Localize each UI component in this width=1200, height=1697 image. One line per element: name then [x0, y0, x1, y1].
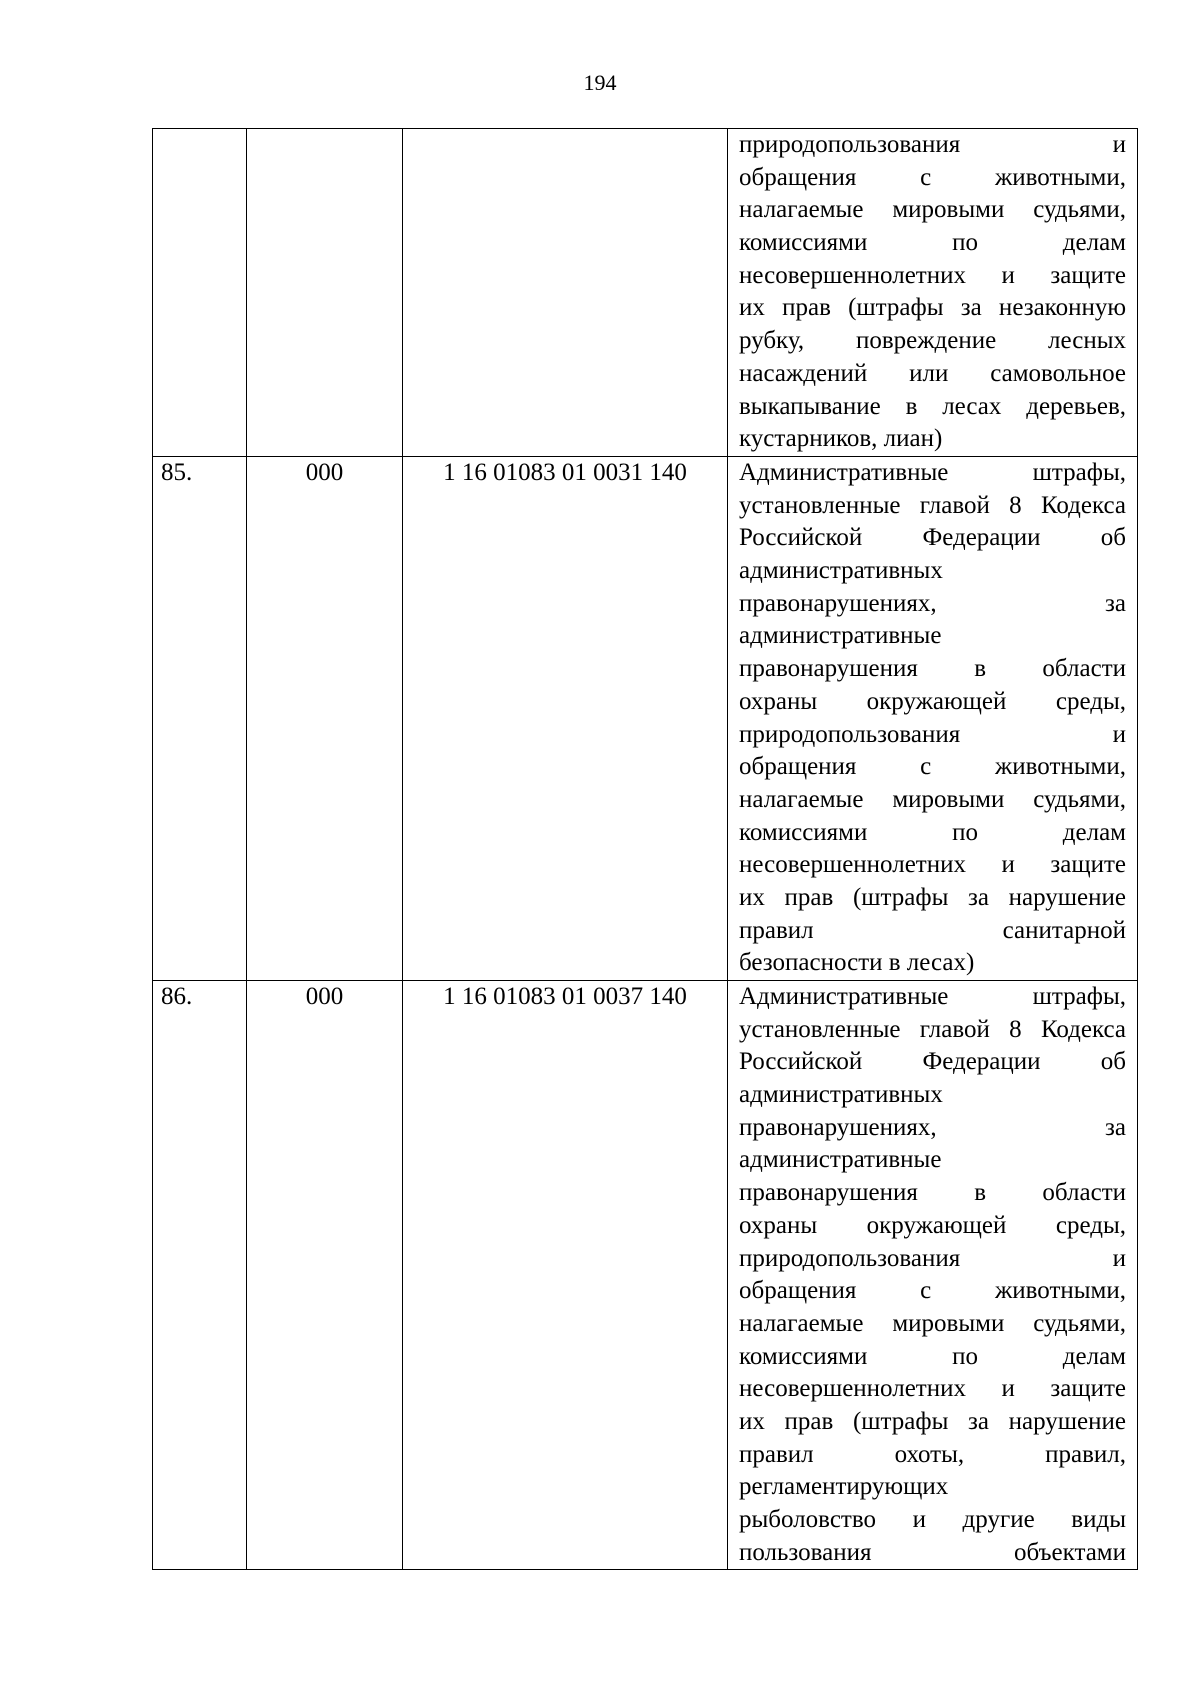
- description-line: правонарушениях, за: [739, 589, 1126, 617]
- description-line: обращения с животными,: [739, 163, 1126, 191]
- description-line: кустарников, лиан): [739, 425, 943, 453]
- description-line: административные: [739, 622, 942, 650]
- description-line: Административные штрафы,: [739, 983, 1126, 1010]
- admin-code-cell: 000: [247, 981, 403, 1570]
- table-row: [153, 129, 1138, 457]
- description-line: их прав (штрафы за нарушение: [739, 883, 1126, 911]
- description-line: природопользования и: [739, 131, 1126, 158]
- description-line: Административные штрафы,: [739, 459, 1126, 486]
- row-number-cell: [153, 129, 247, 457]
- description-line: правил санитарной: [739, 916, 1126, 944]
- description-cell: [728, 129, 1138, 457]
- description-line: рыболовство и другие виды: [739, 1506, 1126, 1533]
- description-line: административные: [739, 1146, 942, 1174]
- description-line: несовершеннолетних и защите: [739, 1375, 1126, 1403]
- description-line: пользования объектами: [739, 1538, 1126, 1566]
- page-number: 194: [583, 70, 617, 95]
- description-line: административных: [739, 557, 943, 585]
- description-line: охраны окружающей среды,: [739, 1211, 1126, 1239]
- description-line: безопасности в лесах): [739, 949, 975, 977]
- row-number-cell: 86.: [153, 981, 247, 1570]
- description-line: правонарушения в области: [739, 1179, 1126, 1207]
- admin-code-cell: 000: [247, 457, 403, 981]
- description-line: правонарушения в области: [739, 655, 1126, 683]
- description-line: правил охоты, правил,: [739, 1440, 1126, 1468]
- description-line: правонарушениях, за: [739, 1113, 1126, 1141]
- description-line: выкапывание в лесах деревьев,: [739, 392, 1126, 420]
- description-line: установленные главой 8 Кодекса: [739, 491, 1126, 519]
- budget-code-cell: 1 16 01083 01 0031 140: [403, 457, 728, 981]
- description-line: регламентирующих: [739, 1473, 949, 1501]
- description-line: комиссиями по делам: [739, 229, 1126, 257]
- table-row: [153, 457, 1138, 981]
- description-line: административных: [739, 1081, 943, 1109]
- admin-code-cell: [247, 129, 403, 457]
- row-number-cell: 85.: [153, 457, 247, 981]
- description-line: несовершеннолетних и защите: [739, 261, 1126, 289]
- description-line: налагаемые мировыми судьями,: [739, 1309, 1126, 1337]
- description-line: комиссиями по делам: [739, 1342, 1126, 1370]
- description-line: их прав (штрафы за нарушение: [739, 1407, 1126, 1435]
- description-line: несовершеннолетних и защите: [739, 851, 1126, 879]
- description-cell: [728, 457, 1138, 981]
- description-line: природопользования и: [739, 1244, 1126, 1272]
- description-line: Российской Федерации об: [739, 524, 1126, 552]
- description-line: налагаемые мировыми судьями,: [739, 785, 1126, 813]
- description-line: насаждений или самовольное: [739, 359, 1126, 387]
- description-line: их прав (штрафы за незаконную: [739, 294, 1126, 322]
- description-line: комиссиями по делам: [739, 818, 1126, 846]
- description-line: охраны окружающей среды,: [739, 687, 1126, 715]
- budget-code-cell: 1 16 01083 01 0037 140: [403, 981, 728, 1570]
- description-line: природопользования и: [739, 720, 1126, 748]
- description-line: Российской Федерации об: [739, 1048, 1126, 1076]
- description-line: налагаемые мировыми судьями,: [739, 196, 1126, 224]
- table-row: [153, 981, 1138, 1570]
- description-line: установленные главой 8 Кодекса: [739, 1015, 1126, 1043]
- description-cell: [728, 981, 1138, 1570]
- description-line: обращения с животными,: [739, 1277, 1126, 1305]
- description-line: рубку, повреждение лесных: [739, 327, 1126, 355]
- description-line: обращения с животными,: [739, 753, 1126, 781]
- budget-codes-table: [152, 128, 1138, 1570]
- budget-code-cell: [403, 129, 728, 457]
